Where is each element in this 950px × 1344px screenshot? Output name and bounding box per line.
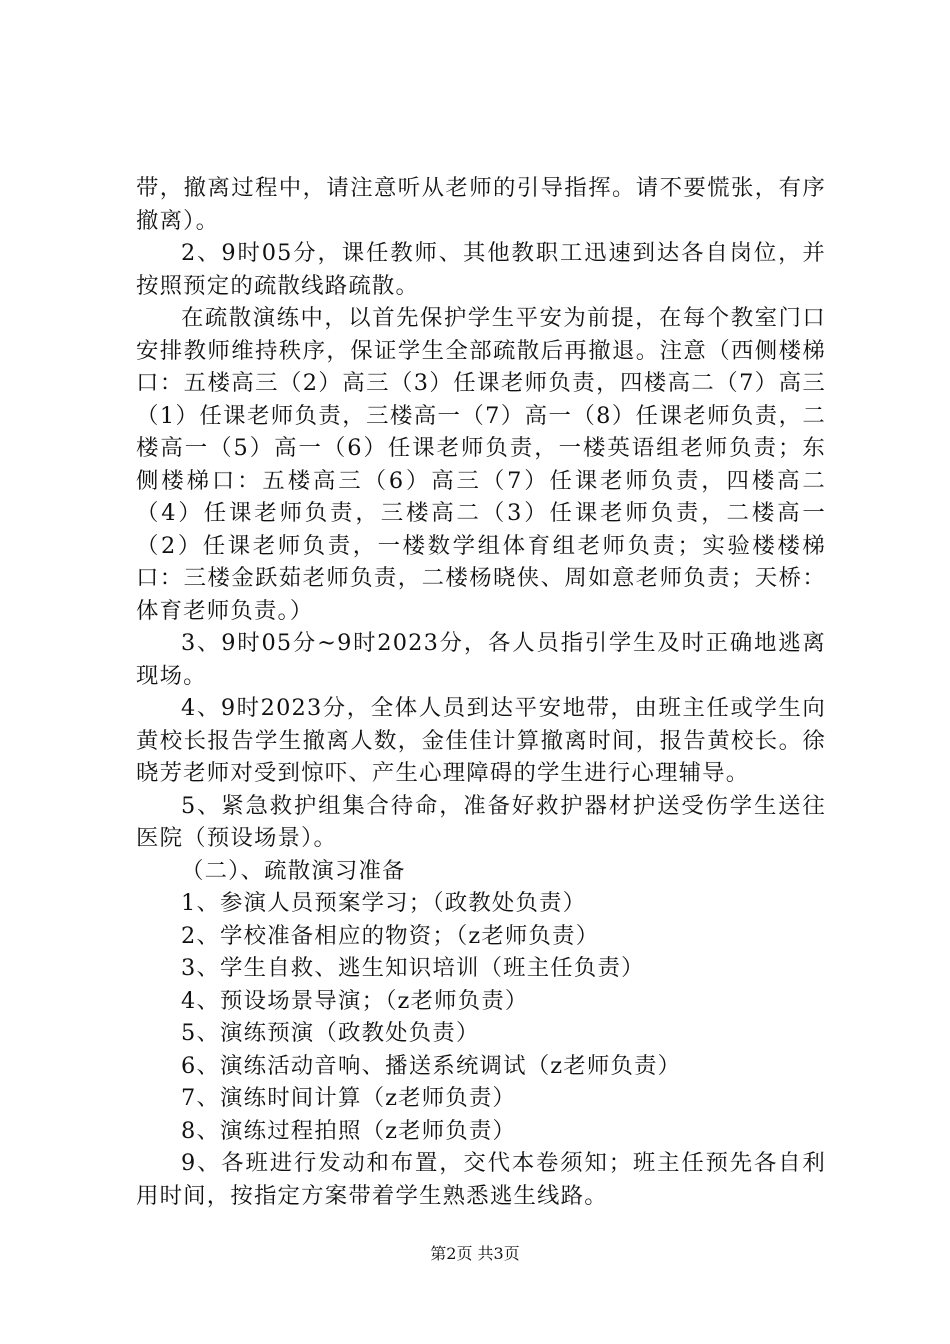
paragraph-evacuation-duties: 在疏散演练中，以首先保护学生平安为前提，在每个教室门口安排教师维持秩序，保证学生全部疏散后再撤退。注意（西侧楼梯口：五楼高三（2）高三（3）任课老师负责，四楼高二（7）高三（1）任课老师负责，三楼高一（7）高一（8）任课老师负责，二楼高一（5）高一（6）任课老师负责，一楼英语组老师负责；东侧楼梯口：五楼高三（6）高三（7）任课老师负责，四楼高二（4）任课老师负责，三楼高二（3）任课老师负责，二楼高一（2）任课老师负责，一楼数学组体育组老师负责；实验楼楼梯口：三楼金跃茹老师负责，二楼杨晓侠、周如意老师负责；天桥：体育老师负责。） — [136, 305, 826, 624]
paragraph-step-5: 5、紧急救护组集合待命，准备好救护器材护送受伤学生送往医院（预设场景）。 — [136, 792, 826, 851]
prep-item: 8、演练过程拍照（z老师负责） — [181, 1117, 517, 1144]
document-body — [136, 172, 826, 1212]
prep-item: 7、演练时间计算（z老师负责） — [181, 1085, 517, 1111]
prep-item: 6、演练活动音响、播送系统调试（z老师负责） — [181, 1052, 682, 1079]
page-number-footer: 第2页 共3页 — [430, 1244, 520, 1263]
prep-item: 1、参演人员预案学习；（政教处负责） — [181, 890, 587, 916]
prep-item: 3、学生自救、逃生知识培训（班主任负责） — [181, 955, 645, 981]
paragraph-continuation: 带，撤离过程中，请注意听从老师的引导指挥。请不要慌张，有序撤离）。 — [136, 175, 826, 234]
prep-item: 2、学校准备相应的物资；（z老师负责） — [181, 922, 600, 949]
paragraph-step-2: 2、9时05分，课任教师、其他教职工迅速到达各自岗位，并按照预定的疏散线路疏散。 — [136, 240, 826, 299]
prep-item: 5、演练预演（政教处负责） — [181, 1020, 480, 1046]
prep-item: 4、预设场景导演；（z老师负责） — [181, 987, 529, 1014]
paragraph-step-3: 3、9时05分~9时2023分，各人员指引学生及时正确地逃离现场。 — [136, 630, 826, 689]
paragraph-step-4: 4、9时2023分，全体人员到达平安地带，由班主任或学生向黄校长报告学生撤离人数，金佳佳计算撤离时间，报告黄校长。徐晓芳老师对受到惊吓、产生心理障碍的学生进行心理辅导。 — [136, 695, 826, 786]
prep-item: 9、各班进行发动和布置，交代本卷须知；班主任预先各自利用时间，按指定方案带着学生熟悉逃生线路。 — [136, 1150, 826, 1209]
section-heading: （二）、疏散演习准备 — [181, 857, 406, 884]
